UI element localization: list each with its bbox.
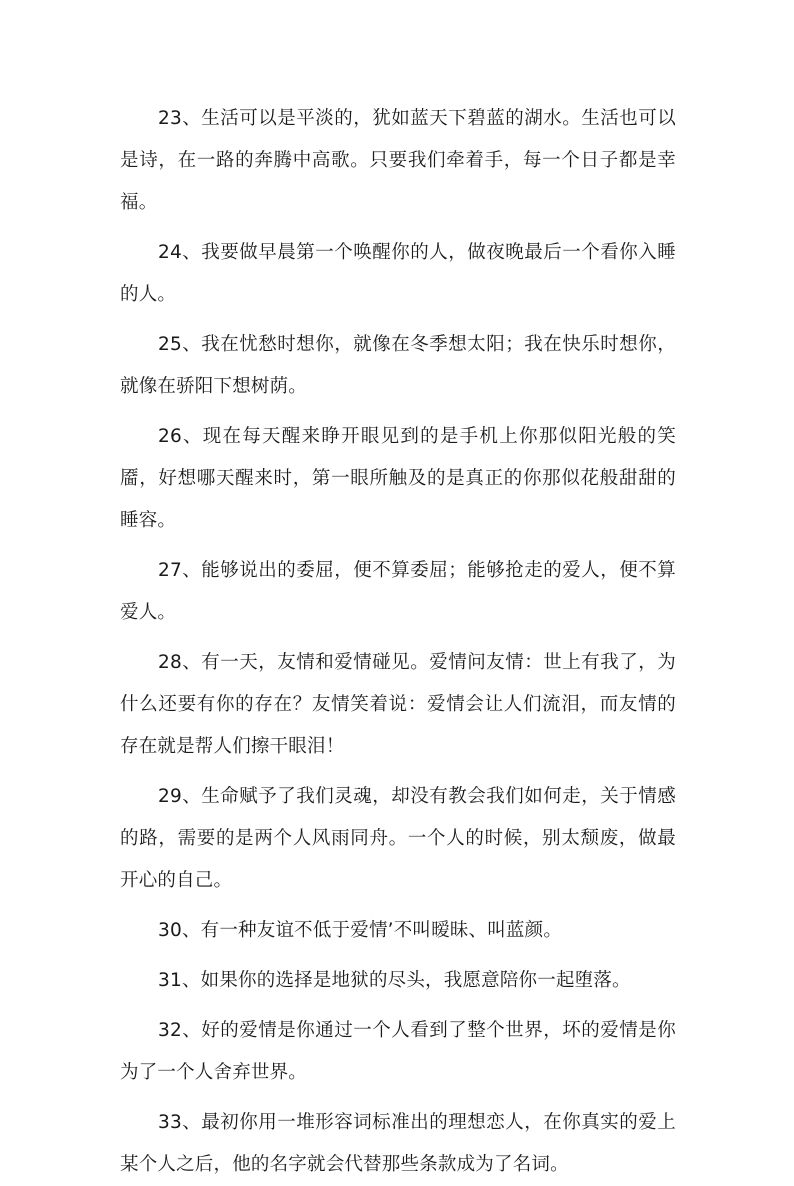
paragraph-25: 25、我在忧愁时想你，就像在冬季想太阳；我在快乐时想你，就像在骄阳下想树荫。: [120, 334, 676, 397]
paragraph-32: 32、好的爱情是你通过一个人看到了整个世界，坏的爱情是你为了一个人舍弃世界。: [120, 1020, 676, 1083]
paragraph-31: 31、如果你的选择是地狱的尽头，我愿意陪你一起堕落。: [158, 970, 631, 991]
paragraph-28: 28、有一天，友情和爱情碰见。爱情问友情：世上有我了，为什么还要有你的存在？友情笑着说：爱情会让人们流泪，而友情的存在就是帮人们擦干眼泪！: [120, 652, 676, 757]
paragraph-24: 24、我要做早晨第一个唤醒你的人，做夜晚最后一个看你入睡的人。: [120, 242, 676, 305]
paragraph-33: 33、最初你用一堆形容词标准出的理想恋人，在你真实的爱上某个人之后，他的名字就会代替那些条款成为了名词。: [120, 1112, 676, 1175]
paragraph-27: 27、能够说出的委屈，便不算委屈；能够抢走的爱人，便不算爱人。: [120, 560, 676, 623]
paragraph-29: 29、生命赋予了我们灵魂，却没有教会我们如何走，关于情感的路，需要的是两个人风雨同舟。一个人的时候，别太颓废，做最开心的自己。: [120, 786, 676, 891]
paragraph-23: 23、生活可以是平淡的，犹如蓝天下碧蓝的湖水。生活也可以是诗，在一路的奔腾中高歌。只要我们牵着手，每一个日子都是幸福。: [120, 108, 676, 213]
paragraph-26: 26、现在每天醒来睁开眼见到的是手机上你那似阳光般的笑靥，好想哪天醒来时，第一眼所触及的是真正的你那似花般甜甜的睡容。: [120, 426, 676, 531]
paragraph-30: 30、有一种友谊不低于爱情’不叫暧昧、叫蓝颜。: [158, 920, 563, 941]
